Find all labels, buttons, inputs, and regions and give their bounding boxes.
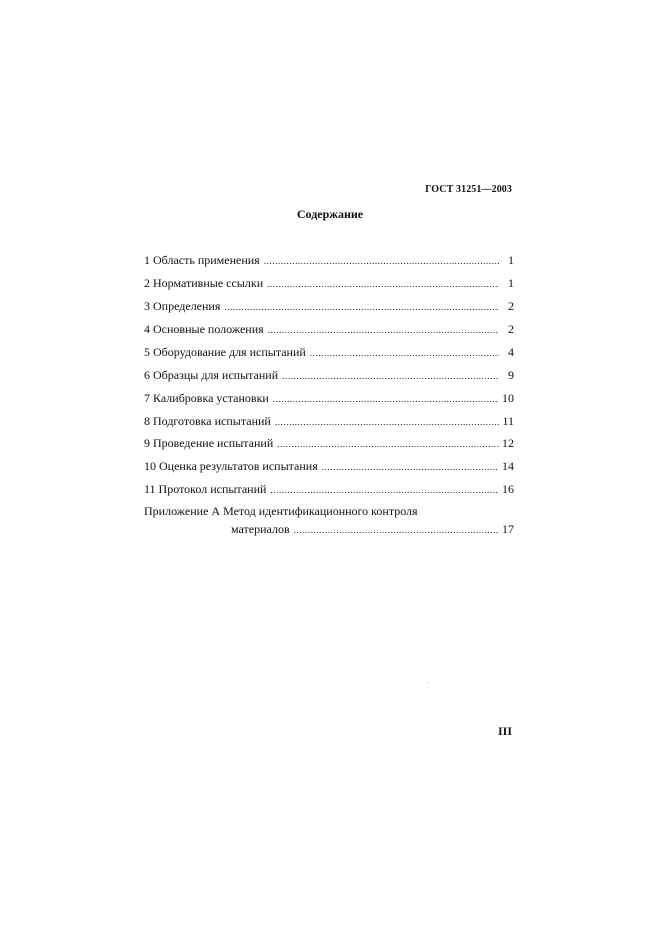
toc-title: Содержание	[296, 207, 364, 221]
toc-entry-label: 11 Протокол испытаний	[144, 482, 267, 496]
toc-appendix-label: материалов	[231, 522, 290, 536]
toc-leader-dots	[267, 277, 499, 291]
toc-entry-page: 1	[508, 276, 514, 290]
toc-entry-label: 9 Проведение испытаний	[144, 436, 274, 450]
toc-leader-dots	[294, 523, 499, 537]
toc-entry	[144, 391, 514, 406]
toc-leader-dots	[322, 460, 499, 474]
toc-appendix-page: 17	[502, 522, 514, 536]
toc-entry-page: 16	[502, 482, 514, 496]
toc-entry-label: 3 Определения	[144, 299, 221, 313]
toc-entry-page: 1	[508, 253, 514, 267]
toc-entry-label: 4 Основные положения	[144, 322, 264, 336]
toc-leader-dots	[273, 392, 499, 406]
toc-entry-page: 14	[502, 459, 514, 473]
toc-entry-page: 12	[502, 436, 514, 450]
toc-entry	[144, 459, 514, 474]
toc-appendix-continuation	[231, 522, 514, 537]
toc-entry-page: 2	[508, 299, 514, 313]
toc-leader-dots	[268, 323, 499, 337]
toc-entry	[144, 368, 514, 383]
toc-leader-dots	[277, 437, 499, 451]
toc-leader-dots	[270, 483, 499, 497]
document-code: ГОСТ 31251—2003	[425, 184, 512, 195]
toc-entry	[144, 436, 514, 451]
toc-leader-dots	[224, 300, 499, 314]
toc-entry-page: 2	[508, 322, 514, 336]
toc-entry-page: 9	[508, 368, 514, 382]
toc-entry	[144, 322, 514, 337]
toc-entry	[144, 482, 514, 497]
toc-entry-label: 6 Образцы для испытаний	[144, 368, 279, 382]
toc-entry-label: 5 Оборудование для испытаний	[144, 345, 306, 359]
scan-speck	[428, 682, 429, 683]
toc-leader-dots	[275, 415, 499, 429]
toc-entry	[144, 299, 514, 314]
toc-leader-dots	[264, 254, 499, 268]
toc-entry	[144, 345, 514, 360]
toc-entry	[144, 276, 514, 291]
toc-entry-label: 8 Подготовка испытаний	[144, 414, 271, 428]
toc-entry	[144, 253, 514, 268]
toc-leader-dots	[282, 369, 499, 383]
toc-entry-page: 11	[502, 414, 514, 428]
toc-entry-page: 4	[508, 345, 514, 359]
toc-entry-label: 10 Оценка результатов испытания	[144, 459, 318, 473]
page-number: III	[497, 724, 512, 738]
toc-appendix-title: Приложение А Метод идентификационного контроля	[144, 504, 418, 518]
toc-leader-dots	[310, 346, 499, 360]
toc-entry-label: 2 Нормативные ссылки	[144, 276, 264, 290]
toc-entry	[144, 414, 514, 429]
toc-entry-label: 7 Калибровка установки	[144, 391, 269, 405]
toc-entry-page: 10	[502, 391, 514, 405]
toc-entry-label: 1 Область применения	[144, 253, 260, 267]
